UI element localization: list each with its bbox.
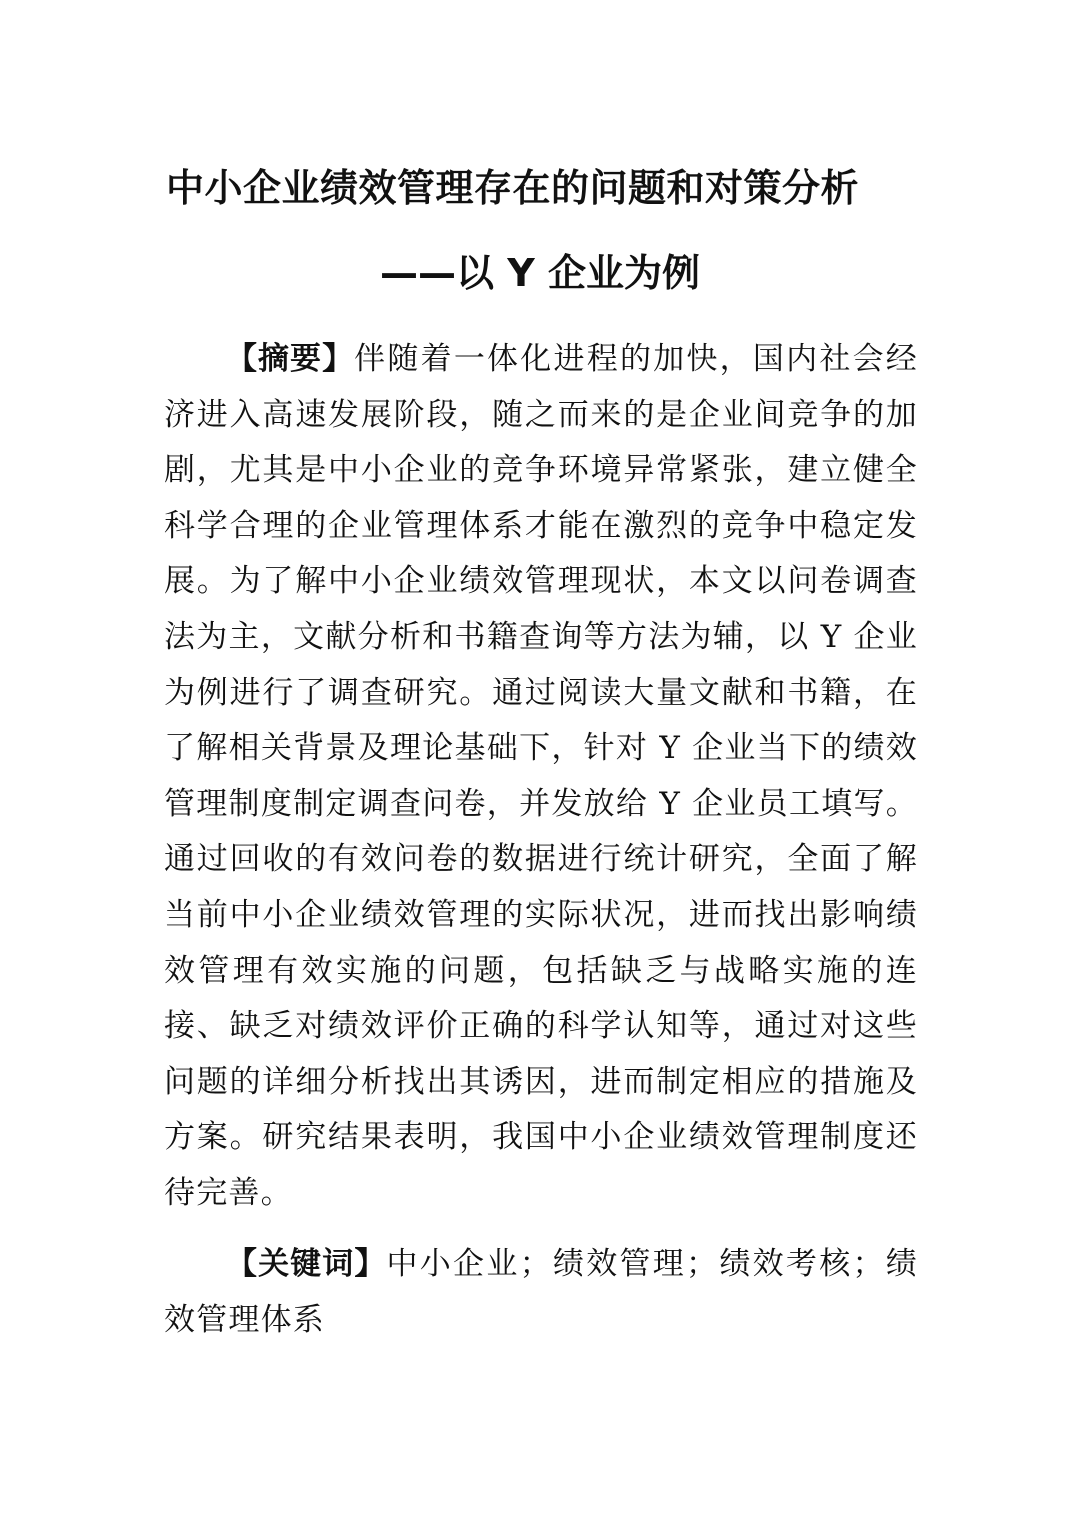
- document-subtitle: ——以 Y 企业为例: [380, 251, 700, 295]
- abstract-text: 伴随着一体化进程的加快，国内社会经济进入高速发展阶段，随之而来的是企业间竞争的加剧，尤其是中小企业的竞争环境异常紧张，建立健全科学合理的企业管理体系才能在激烈的竞争中稳定发展。为了解中小企业绩效管理现状，本文以问卷调查法为主，文献分析和书籍查询等方法为辅，以 Y 企业为例进行了调查研究。通过阅读大量文献和书籍，在了解相关背景及理论基础下，针对 Y 企业当下的绩效管理制度制定调查问卷，并发放给 Y 企业员工填写。通过回收的有效问卷的数据进行统计研究，全面了解当前中小企业绩效管理的实际状况，进而找出影响绩效管理有效实施的问题，包括缺乏与战略实施的连接、缺乏对绩效评价正确的科学认知等，通过对这些问题的详细分析找出其诱因，进而制定相应的措施及方案。研究结果表明，我国中小企业绩效管理制度还待完善。: [164, 341, 918, 1211]
- keywords-paragraph: [164, 1236, 918, 1348]
- abstract-label: 【摘要】: [226, 341, 355, 377]
- document-title: 中小企业绩效管理存在的问题和对策分析: [166, 166, 860, 210]
- abstract-paragraph: [164, 332, 918, 1222]
- keywords-label: 【关键词】: [226, 1246, 387, 1282]
- keywords-text: 中小企业；绩效管理；绩效考核；绩效管理体系: [164, 1246, 918, 1338]
